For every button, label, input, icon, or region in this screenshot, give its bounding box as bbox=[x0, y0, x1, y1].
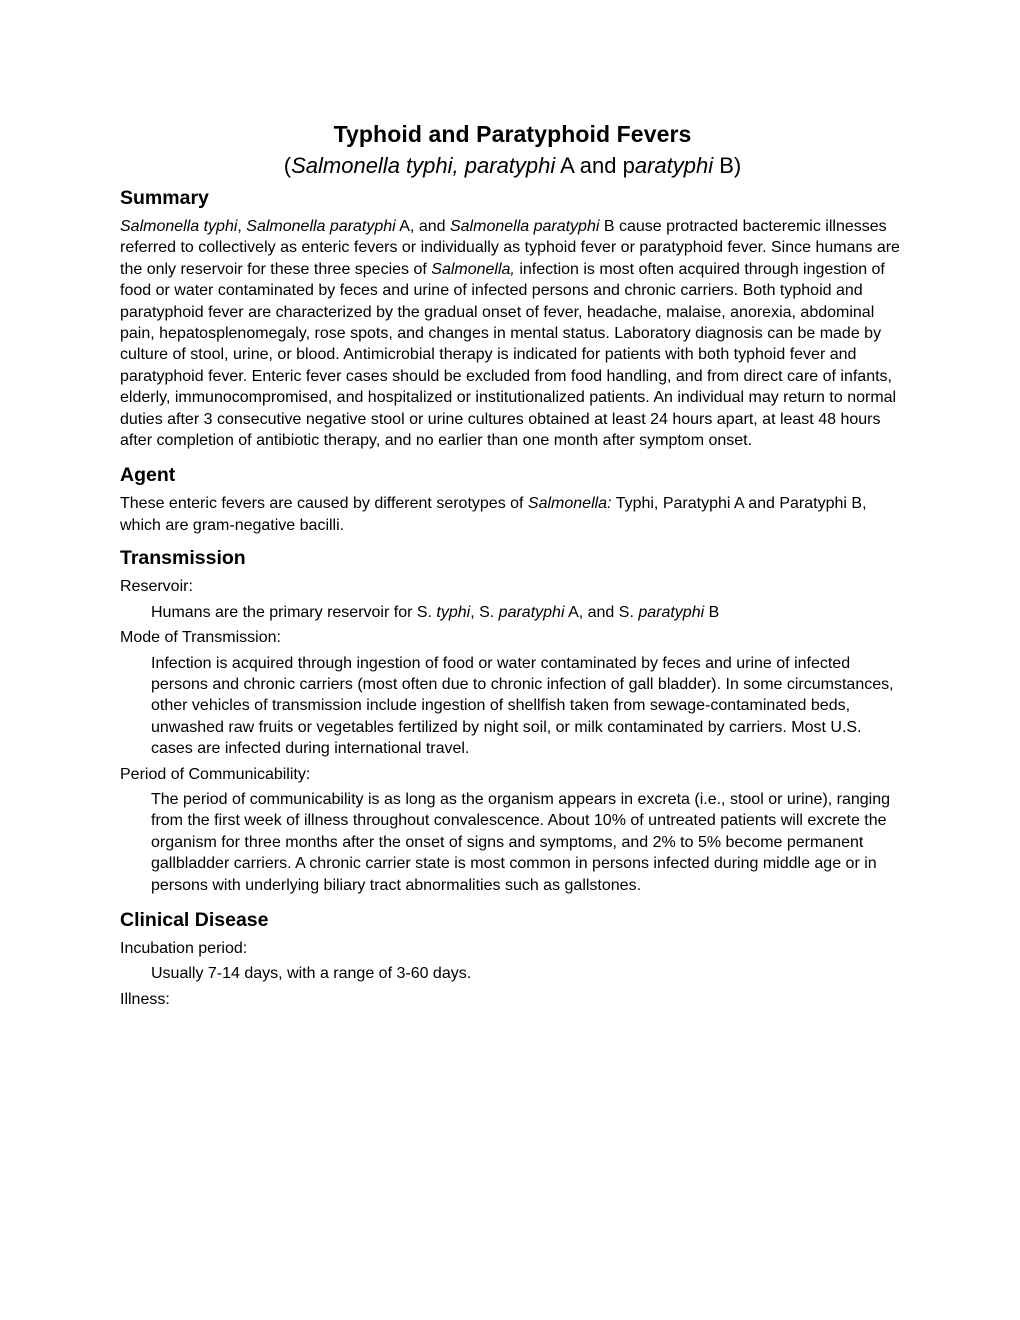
subtitle-species-3-rest: aratyphi bbox=[634, 153, 714, 178]
summary-italic-1: Salmonella typhi bbox=[120, 218, 238, 235]
reservoir-text-3: , S. bbox=[470, 603, 499, 621]
summary-paragraph bbox=[120, 216, 905, 451]
period-of-communicability-text: The period of communicability is as long as the organism appears in excreta (i.e., stool or urine), ranging from the first week of illness throughout convalescence. About 10% of untreated patients will excrete the organism for three months after the onset of signs and symptoms, and 2% to 5% become permanent gallbladder carriers. A chronic carrier state is most common in persons infected during middle age or in persons with underlying biliary tract abnormalities such as gallstones. bbox=[151, 790, 891, 894]
summary-italic-3: Salmonella paratyphi bbox=[246, 218, 396, 235]
section-heading-summary: Summary bbox=[120, 187, 209, 209]
label-mode-of-transmission: Mode of Transmission: bbox=[120, 629, 281, 647]
agent-italic-2: Salmonella: bbox=[527, 495, 612, 513]
reservoir-text-7: B bbox=[704, 603, 720, 621]
subtitle-open-paren: ( bbox=[283, 153, 292, 178]
reservoir-text-5: A, and S. bbox=[564, 603, 639, 621]
label-reservoir: Reservoir: bbox=[120, 578, 193, 596]
reservoir-italic-4: paratyphi bbox=[498, 603, 565, 621]
subtitle-comma: , bbox=[452, 153, 465, 178]
reservoir-italic-2: typhi bbox=[436, 603, 471, 621]
summary-italic-7: Salmonella, bbox=[431, 260, 515, 278]
summary-text-4: A, and bbox=[395, 218, 450, 235]
summary-italic-5: Salmonella paratyphi bbox=[449, 218, 600, 235]
subtitle-species-1: Salmonella typhi bbox=[291, 153, 453, 178]
reservoir-text-1: Humans are the primary reservoir for S. bbox=[151, 603, 437, 621]
summary-text-8: infection is most often acquired through ingestion of food or water contaminated by feces and urine of infected persons and chronic carriers. Both typhoid and paratyphoid fever are characterized by the gradual onset of fever, headache, malaise, anorexia, abdominal pain, hepatosplenomegaly, rose spots, and changes in mental status. Laboratory diagnosis can be made by culture of stool, urine, or blood. Antimicrobial therapy is indicated for patients with both typhoid fever and paratyphoid fever. Enteric fever cases should be excluded from food handling, and from direct care of infants, elderly, immunocompromised, and hospitalized or institutionalized patients. An individual may return to normal duties after 3 consecutive negative stool or urine cultures obtained at least 24 hours apart, at least 48 hours after completion of antibiotic therapy, and no earlier than one month after symptom onset. bbox=[120, 260, 897, 450]
incubation-period-text: Usually 7-14 days, with a range of 3-60 days. bbox=[151, 965, 472, 983]
agent-paragraph bbox=[120, 493, 905, 536]
agent-text-3: Typhi, Paratyphi A and Paratyphi B, which are gram-negative bacilli. bbox=[120, 495, 867, 534]
section-heading-clinical-disease: Clinical Disease bbox=[120, 908, 269, 931]
label-incubation-period: Incubation period: bbox=[120, 939, 248, 957]
summary-text-2: , bbox=[237, 218, 247, 235]
subtitle-p-upright: p bbox=[622, 153, 635, 178]
label-period-of-communicability: Period of Communicability: bbox=[120, 765, 311, 783]
subtitle-species-2: paratyphi bbox=[464, 153, 556, 178]
agent-text-1: These enteric fevers are caused by different serotypes of bbox=[120, 495, 528, 513]
section-heading-agent: Agent bbox=[120, 464, 176, 487]
page-title: Typhoid and Paratyphoid Fevers bbox=[333, 121, 692, 147]
summary-text-6: B cause protracted bacteremic illnesses referred to collectively as enteric fevers or individually as typhoid fever or paratyphoid fever. Since humans are the only reservoir for these three species of bbox=[120, 218, 900, 278]
label-illness: Illness: bbox=[120, 990, 170, 1008]
section-heading-transmission: Transmission bbox=[120, 547, 246, 570]
reservoir-text bbox=[120, 602, 905, 623]
page-subtitle bbox=[120, 151, 905, 180]
subtitle-b-label: B) bbox=[713, 153, 742, 178]
reservoir-italic-6: paratyphi bbox=[638, 603, 705, 621]
mode-of-transmission-text: Infection is acquired through ingestion of food or water contaminated by feces and urine of infected persons and chronic carriers (most often due to chronic infection of gall bladder). In some circumstances, other vehicles of transmission include ingestion of shellfish taken from sewage-contaminated beds, unwashed raw fruits or vegetables fertilized by night soil, or milk contaminated by carriers. Most U.S. cases are infected during international travel. bbox=[151, 654, 894, 758]
subtitle-a-label: A and bbox=[555, 153, 623, 178]
